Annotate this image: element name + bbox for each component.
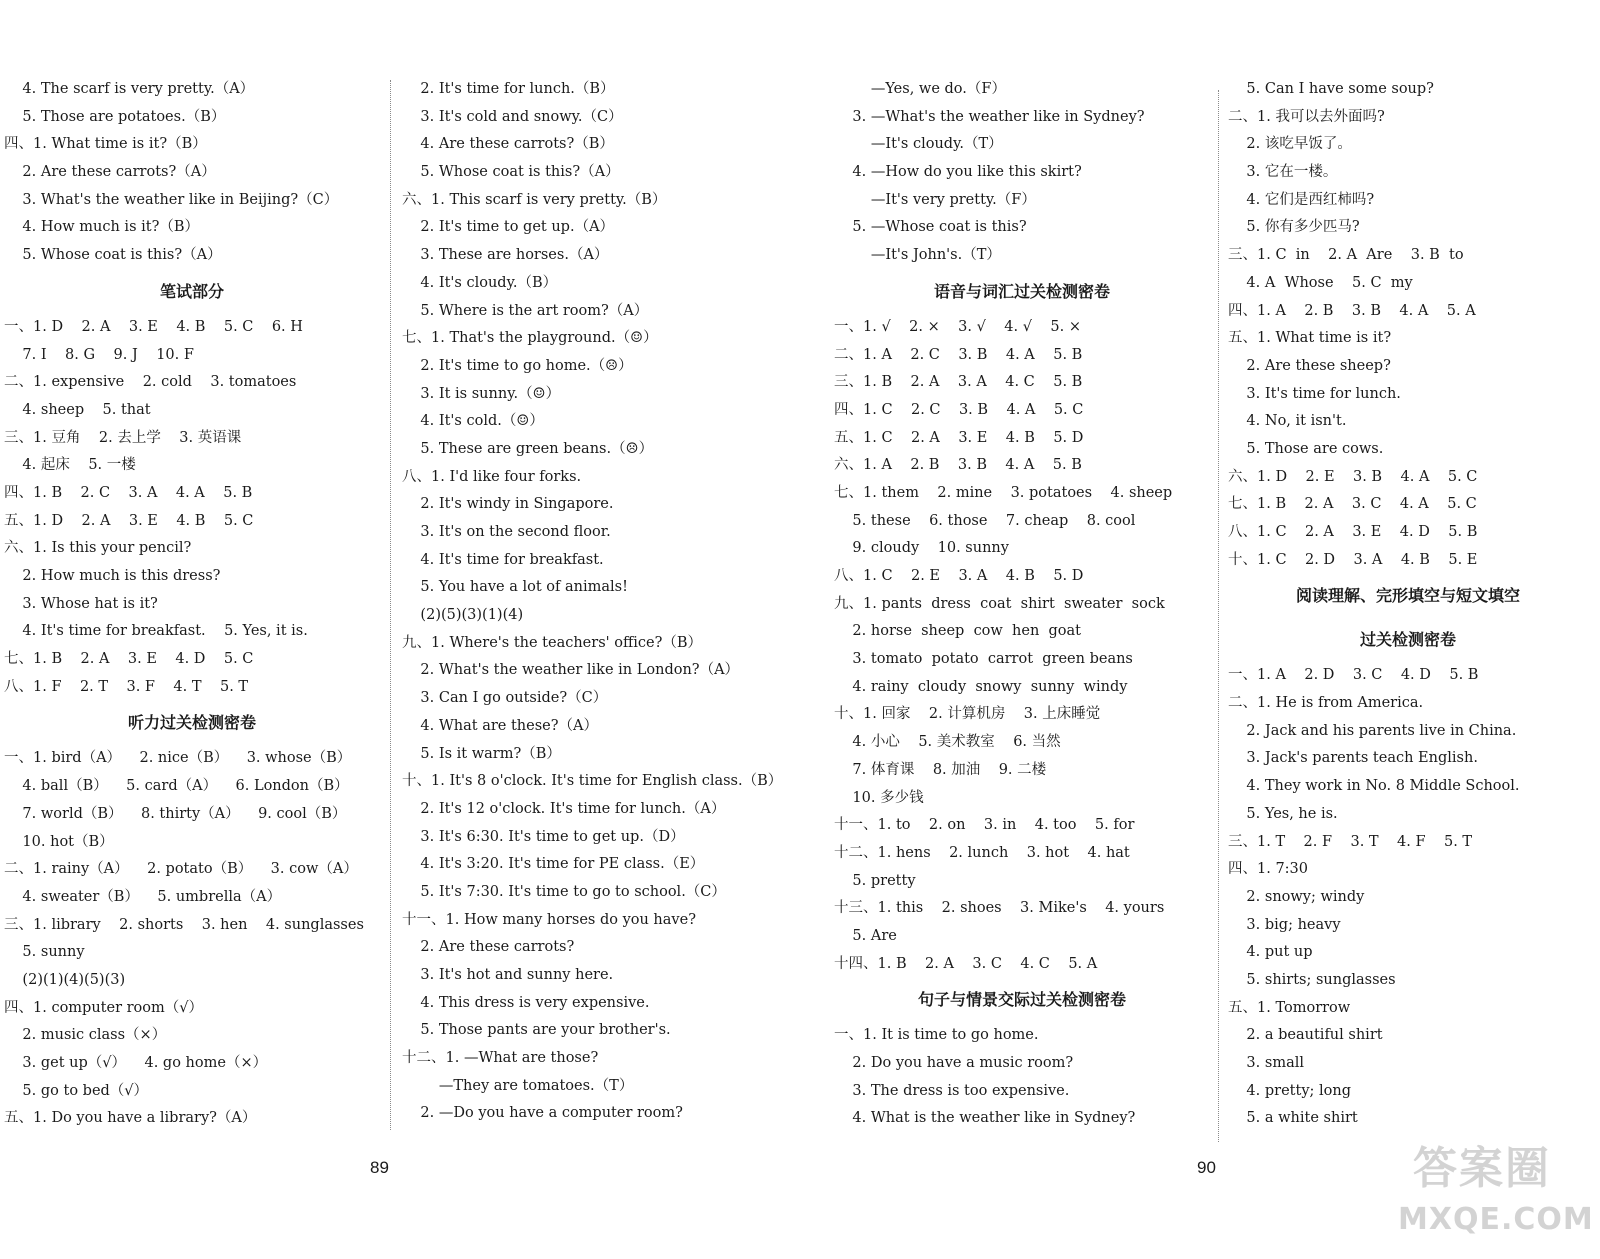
answer-line: —Yes, we do.（F）: [834, 81, 1006, 97]
answer-line: 五、1. Do you have a library?（A）: [4, 1110, 257, 1127]
answer-line: 三、1. library 2. shorts 3. hen 4. sunglasses: [4, 916, 364, 933]
answer-line: 3. —What's the weather like in Sydney?: [834, 108, 1145, 125]
section-heading: 听力过关检测密卷: [127, 713, 256, 733]
answer-column-4: [1228, 76, 1588, 1133]
answer-line: 5. sunny: [4, 944, 85, 961]
answer-line: 七、1. them 2. mine 3. potatoes 4. sheep: [834, 484, 1173, 501]
answer-line: 3. Whose hat is it?: [4, 595, 158, 612]
answer-line: 4. It's cold.（☺）: [402, 413, 544, 430]
answer-column-1: [4, 76, 380, 1133]
answer-line: 2. —Do you have a computer room?: [402, 1105, 683, 1122]
answer-line: 10. 多少钱: [834, 789, 924, 806]
answer-line: 5. Those are cows.: [1228, 440, 1384, 457]
answer-line: 一、1. √ 2. × 3. √ 4. √ 5. ×: [834, 318, 1081, 335]
answer-line: 七、1. B 2. A 3. C 4. A 5. C: [1228, 496, 1477, 513]
answer-line: 4. sweater（B） 5. umbrella（A）: [4, 888, 282, 905]
answer-line: 7. I 8. G 9. J 10. F: [4, 346, 194, 363]
answer-line: 4. What are these?（A）: [402, 717, 598, 734]
answer-line: 5. —Whose coat is this?: [834, 219, 1027, 236]
answer-line: 9. cloudy 10. sunny: [834, 540, 1009, 557]
answer-line: —It's John's.（T）: [834, 247, 1001, 264]
answer-line: 2. It's windy in Singapore.: [402, 496, 614, 513]
answer-line: 4. It's time for breakfast. 5. Yes, it is.: [4, 623, 308, 640]
answer-column-2: [402, 76, 794, 1128]
section-heading: 阅读理解、完形填空与短文填空: [1295, 586, 1520, 606]
answer-line: 2. It's time to get up.（A）: [402, 219, 615, 236]
answer-line: 7. world（B） 8. thirty（A） 9. cool（B）: [4, 805, 347, 822]
answer-line: 5. Those pants are your brother's.: [402, 1022, 671, 1039]
answer-line: 八、1. F 2. T 3. F 4. T 5. T: [4, 678, 249, 695]
answer-line: 3. It's on the second floor.: [402, 524, 611, 540]
answer-line: 2. snowy; windy: [1228, 888, 1365, 905]
answer-line: 5. You have a lot of animals!: [402, 579, 628, 596]
answer-line: 2. Are these carrots?: [402, 939, 575, 956]
column-divider: [390, 80, 391, 1130]
answer-line: 七、1. B 2. A 3. E 4. D 5. C: [4, 651, 254, 668]
answer-line: 5. a white shirt: [1228, 1110, 1358, 1127]
answer-line: 7. 体育课 8. 加油 9. 二楼: [834, 761, 1047, 778]
answer-line: 4. 它们是西红柿吗?: [1228, 191, 1375, 208]
answer-line: 2. Do you have a music room?: [834, 1055, 1074, 1071]
answer-line: 3. small: [1228, 1055, 1304, 1071]
answer-line: 4. 起床 5. 一楼: [4, 457, 136, 474]
answer-line: 3. The dress is too expensive.: [834, 1082, 1070, 1099]
answer-line: 3. It's hot and sunny here.: [402, 967, 614, 983]
answer-line: 3. get up（√） 4. go home（×）: [4, 1055, 268, 1071]
answer-line: 3. 它在一楼。: [1228, 164, 1338, 181]
answer-line: 九、1. pants dress coat shirt sweater sock: [834, 595, 1165, 612]
answer-line: 四、1. computer room（√）: [4, 999, 203, 1016]
answer-line: 3. Jack's parents teach English.: [1228, 750, 1478, 767]
section-heading: 笔试部分: [159, 281, 224, 301]
answer-line: 4. They work in No. 8 Middle School.: [1228, 778, 1520, 795]
answer-line: 4. This dress is very expensive.: [402, 994, 650, 1011]
answer-line: 4. Are these carrots?（B）: [402, 136, 614, 153]
answer-line: 5. Those are potatoes.（B）: [4, 108, 226, 125]
column-divider: [1218, 90, 1219, 1142]
watermark-logo: [1398, 1138, 1594, 1254]
answer-line: 5. shirts; sunglasses: [1228, 971, 1396, 988]
answer-line: 2. music class（×）: [4, 1027, 167, 1044]
answer-line: 5. pretty: [834, 872, 916, 889]
answer-line: 十、1. 回家 2. 计算机房 3. 上床睡觉: [834, 706, 1101, 723]
answer-line: 八、1. C 2. E 3. A 4. B 5. D: [834, 568, 1084, 584]
answer-line: 三、1. B 2. A 3. A 4. C 5. B: [834, 374, 1083, 391]
answer-line: 五、1. Tomorrow: [1228, 999, 1351, 1016]
answer-line: 四、1. What time is it?（B）: [4, 136, 207, 153]
answer-line: (2)(5)(3)(1)(4): [402, 607, 524, 624]
answer-line: 十一、1. How many horses do you have?: [402, 911, 696, 928]
answer-line: 八、1. I'd like four forks.: [402, 468, 582, 485]
answer-line: —It's cloudy.（T）: [834, 136, 1003, 153]
page-number-left: 89: [370, 1158, 389, 1177]
answer-line: 4. It's 3:20. It's time for PE class.（E）: [402, 856, 705, 873]
answer-line: 四、1. A 2. B 3. B 4. A 5. A: [1228, 302, 1476, 319]
answer-line: 5. Are: [834, 927, 897, 944]
answer-line: 三、1. 豆角 2. 去上学 3. 英语课: [4, 429, 242, 446]
answer-line: 二、1. A 2. C 3. B 4. A 5. B: [834, 346, 1083, 363]
answer-line: 2. Are these carrots?（A）: [4, 164, 216, 181]
answer-line: 3. What's the weather like in Beijing?（C）: [4, 191, 339, 208]
answer-line: 5. These are green beans.（☹）: [402, 440, 654, 457]
answer-line: 十二、1. hens 2. lunch 3. hot 4. hat: [834, 844, 1130, 861]
answer-line: 4. A Whose 5. C my: [1228, 274, 1413, 291]
answer-line: 3. Can I go outside?（C）: [402, 690, 608, 707]
answer-line: 3. It's 6:30. It's time to get up.（D）: [402, 828, 685, 845]
answer-line: 2. a beautiful shirt: [1228, 1027, 1383, 1044]
section-heading: 语音与词汇过关检测密卷: [933, 281, 1110, 301]
answer-line: 一、1. bird（A） 2. nice（B） 3. whose（B）: [4, 750, 352, 767]
answer-line: 5. Can I have some soup?: [1228, 81, 1434, 97]
answer-line: 二、1. rainy（A） 2. potato（B） 3. cow（A）: [4, 861, 358, 878]
answer-line: 2. Jack and his parents live in China.: [1228, 722, 1517, 739]
answer-line: 5. It's 7:30. It's time to go to school.（C）: [402, 883, 726, 900]
page-number-right: 90: [1197, 1158, 1216, 1177]
answer-line: 3. big; heavy: [1228, 916, 1341, 933]
answer-line: 二、1. He is from America.: [1228, 695, 1424, 712]
answer-line: 六、1. D 2. E 3. B 4. A 5. C: [1228, 468, 1478, 485]
answer-line: —They are tomatoes.（T）: [402, 1077, 634, 1094]
answer-line: 十三、1. this 2. shoes 3. Mike's 4. yours: [834, 900, 1165, 917]
answer-line: 七、1. That's the playground.（☺）: [402, 330, 658, 347]
answer-line: 2. 该吃早饭了。: [1228, 136, 1352, 153]
answer-line: 5. these 6. those 7. cheap 8. cool: [834, 512, 1136, 529]
answer-line: 二、1. expensive 2. cold 3. tomatoes: [4, 374, 297, 391]
answer-line: 一、1. D 2. A 3. E 4. B 5. C 6. H: [4, 318, 303, 335]
answer-line: 3. These are horses.（A）: [402, 247, 609, 264]
answer-line: 2. It's time for lunch.（B）: [402, 81, 615, 97]
answer-line: 十一、1. to 2. on 3. in 4. too 5. for: [834, 817, 1135, 834]
answer-line: 十、1. It's 8 o'clock. It's time for English class.（B）: [402, 773, 783, 790]
answer-line: 三、1. C in 2. A Are 3. B to: [1228, 247, 1464, 264]
answer-line: 十二、1. —What are those?: [402, 1050, 599, 1067]
answer-line: 3. It is sunny.（☺）: [402, 385, 561, 402]
answer-line: 4. rainy cloudy snowy sunny windy: [834, 678, 1128, 695]
section-heading: 句子与情景交际过关检测密卷: [917, 990, 1126, 1010]
section-heading: 过关检测密卷: [1359, 630, 1456, 650]
answer-line: 5. Whose coat is this?（A）: [4, 247, 222, 264]
answer-line: 3. It's time for lunch.: [1228, 385, 1401, 402]
answer-line: 4. ball（B） 5. card（A） 6. London（B）: [4, 778, 349, 795]
answer-line: 4. No, it isn't.: [1228, 413, 1347, 430]
answer-line: 4. put up: [1228, 944, 1313, 961]
answer-line: 5. Yes, he is.: [1228, 805, 1338, 822]
answer-line: 四、1. B 2. C 3. A 4. A 5. B: [4, 484, 253, 501]
answer-line: 六、1. This scarf is very pretty.（B）: [402, 191, 667, 208]
answer-line: 六、1. Is this your pencil?: [4, 540, 192, 557]
answer-line: —It's very pretty.（F）: [834, 191, 1036, 208]
answer-line: 4. It's cloudy.（B）: [402, 274, 558, 291]
answer-line: 2. What's the weather like in London?（A）: [402, 662, 740, 679]
answer-line: 10. hot（B）: [4, 833, 114, 850]
answer-line: 2. Are these sheep?: [1228, 357, 1391, 374]
answer-line: 八、1. C 2. A 3. E 4. D 5. B: [1228, 524, 1478, 540]
answer-line: 5. 你有多少匹马?: [1228, 219, 1360, 236]
answer-line: 四、1. 7:30: [1228, 861, 1309, 878]
answer-line: 九、1. Where's the teachers' office?（B）: [402, 634, 703, 651]
watermark-text-top: 答案圈: [1413, 1143, 1551, 1194]
answer-line: 一、1. A 2. D 3. C 4. D 5. B: [1228, 667, 1479, 684]
answer-line: 5. Whose coat is this?（A）: [402, 164, 620, 181]
answer-line: 六、1. A 2. B 3. B 4. A 5. B: [834, 457, 1082, 474]
answer-line: 4. What is the weather like in Sydney?: [834, 1110, 1136, 1127]
answer-line: (2)(1)(4)(5)(3): [4, 971, 126, 988]
answer-line: 4. How much is it?（B）: [4, 219, 200, 236]
answer-line: 2. horse sheep cow hen goat: [834, 623, 1082, 640]
answer-line: 4. pretty; long: [1228, 1082, 1352, 1099]
answer-line: 5. Where is the art room?（A）: [402, 302, 649, 319]
answer-line: 五、1. C 2. A 3. E 4. B 5. D: [834, 429, 1084, 446]
answer-line: 2. How much is this dress?: [4, 568, 221, 584]
answer-line: 5. go to bed（√）: [4, 1082, 149, 1099]
answer-line: 十四、1. B 2. A 3. C 4. C 5. A: [834, 955, 1098, 972]
answer-line: 3. It's cold and snowy.（C）: [402, 108, 623, 125]
answer-line: 一、1. It is time to go home.: [834, 1027, 1039, 1044]
answer-line: 2. It's time to go home.（☹）: [402, 357, 633, 374]
answer-line: 2. It's 12 o'clock. It's time for lunch.（A）: [402, 800, 726, 817]
answer-line: 5. Is it warm?（B）: [402, 745, 561, 762]
answer-line: 五、1. What time is it?: [1228, 330, 1392, 347]
answer-line: 十、1. C 2. D 3. A 4. B 5. E: [1228, 551, 1478, 568]
answer-line: 二、1. 我可以去外面吗?: [1228, 108, 1385, 125]
answer-line: 4. It's time for breakfast.: [402, 551, 604, 568]
answer-column-3: [834, 76, 1210, 1133]
answer-line: 三、1. T 2. F 3. T 4. F 5. T: [1228, 833, 1473, 850]
answer-line: 五、1. D 2. A 3. E 4. B 5. C: [4, 512, 254, 529]
answer-line: 4. —How do you like this skirt?: [834, 164, 1082, 181]
answer-line: 4. The scarf is very pretty.（A）: [4, 81, 255, 97]
answer-line: 四、1. C 2. C 3. B 4. A 5. C: [834, 401, 1084, 418]
answer-line: 4. 小心 5. 美术教室 6. 当然: [834, 734, 1061, 751]
watermark-text-bottom: MXQE.COM: [1398, 1202, 1594, 1237]
answer-line: 4. sheep 5. that: [4, 401, 151, 418]
answer-line: 3. tomato potato carrot green beans: [834, 651, 1133, 668]
